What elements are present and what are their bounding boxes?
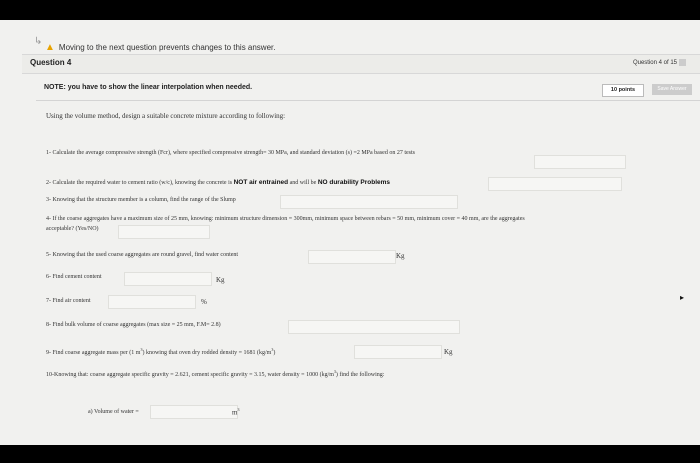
question-1-text: 1- Calculate the average compressive strength (Fcr), where specified compressive strength= 30 MPa, and standard deviation (s) =2 MPa based on 27 tests bbox=[46, 150, 415, 156]
answer-a-unit: $m^3$ bbox=[232, 407, 240, 417]
answer-4-input[interactable] bbox=[118, 225, 210, 239]
question-7-text: 7- Find air content bbox=[46, 298, 91, 304]
warning-icon: ▲ bbox=[45, 42, 55, 53]
mouse-cursor-icon: ▸ bbox=[679, 293, 684, 302]
points-badge: 10 points bbox=[602, 84, 644, 97]
answer-9-unit: Kg bbox=[444, 348, 453, 356]
question-2-text: 2- Calculate the required water to cement ratio (w/c), knowing the concrete is NOT air entrained and will be NO durability Problems bbox=[46, 179, 391, 186]
answer-5-input[interactable] bbox=[308, 250, 396, 264]
question-3-text: 3- Knowing that the structure member is a column, find the range of the Slump bbox=[46, 197, 236, 203]
question-5-text: 5- Knowing that the used coarse aggregates are round gravel, find water content bbox=[46, 252, 239, 258]
note-text: NOTE: you have to show the linear interpolation when needed. bbox=[44, 84, 253, 91]
divider bbox=[36, 100, 700, 101]
save-answer-button[interactable]: Save Answer bbox=[652, 84, 692, 95]
subquestion-a-text: a) Volume of water = bbox=[88, 409, 139, 415]
question-10-text: 10-Knowing that: coarse aggregate specific gravity = 2.621, cement specific gravity = 3.15, water density = 1000 $(kg/m^3)$ find the following: bbox=[46, 369, 385, 378]
answer-5-unit: Kg bbox=[396, 252, 405, 260]
answer-2-input[interactable] bbox=[488, 177, 622, 191]
question-9-text: 9- Find coarse aggregate mass per (1 $m^3$) knowing that oven dry rodded density = 1681 $(kg/m^3)$ bbox=[46, 347, 276, 356]
answer-7-input[interactable] bbox=[108, 295, 196, 309]
question-nav-icon[interactable] bbox=[679, 59, 686, 66]
question-header bbox=[22, 54, 700, 74]
question-8-text: 8- Find bulk volume of coarse aggregates (max size = 25 mm, F.M= 2.8) bbox=[46, 322, 221, 328]
question-counter[interactable]: Question 4 of 15 bbox=[633, 59, 686, 66]
warning-text: Moving to the next question prevents changes to this answer. bbox=[58, 43, 276, 52]
quiz-page bbox=[0, 20, 700, 445]
answer-3-input[interactable] bbox=[280, 195, 458, 209]
question-content bbox=[36, 72, 700, 442]
question-4-text-line2: acceptable? (Yes/NO) bbox=[46, 226, 99, 232]
answer-9-input[interactable] bbox=[354, 345, 442, 359]
intro-text: Using the volume method, design a suitable concrete mixture according to following: bbox=[46, 112, 286, 120]
answer-7-unit: % bbox=[201, 298, 207, 306]
question-6-text: 6- Find cement content bbox=[46, 274, 102, 280]
question-title: Question 4 bbox=[30, 58, 72, 67]
warning-banner bbox=[45, 42, 275, 53]
answer-a-input[interactable] bbox=[150, 405, 238, 419]
back-arrow-icon: ↳ bbox=[34, 36, 43, 47]
answer-8-input[interactable] bbox=[288, 320, 460, 334]
question-4-text-line1: 4- If the coarse aggregates have a maximum size of 25 mm, knowing: minimum structure dimension = 300mm, minimum space between rebars = 50 mm, minimum cover = 40 mm, are the aggregates bbox=[46, 216, 525, 222]
answer-1-input[interactable] bbox=[534, 155, 626, 169]
answer-6-unit: Kg bbox=[216, 276, 225, 284]
answer-6-input[interactable] bbox=[124, 272, 212, 286]
